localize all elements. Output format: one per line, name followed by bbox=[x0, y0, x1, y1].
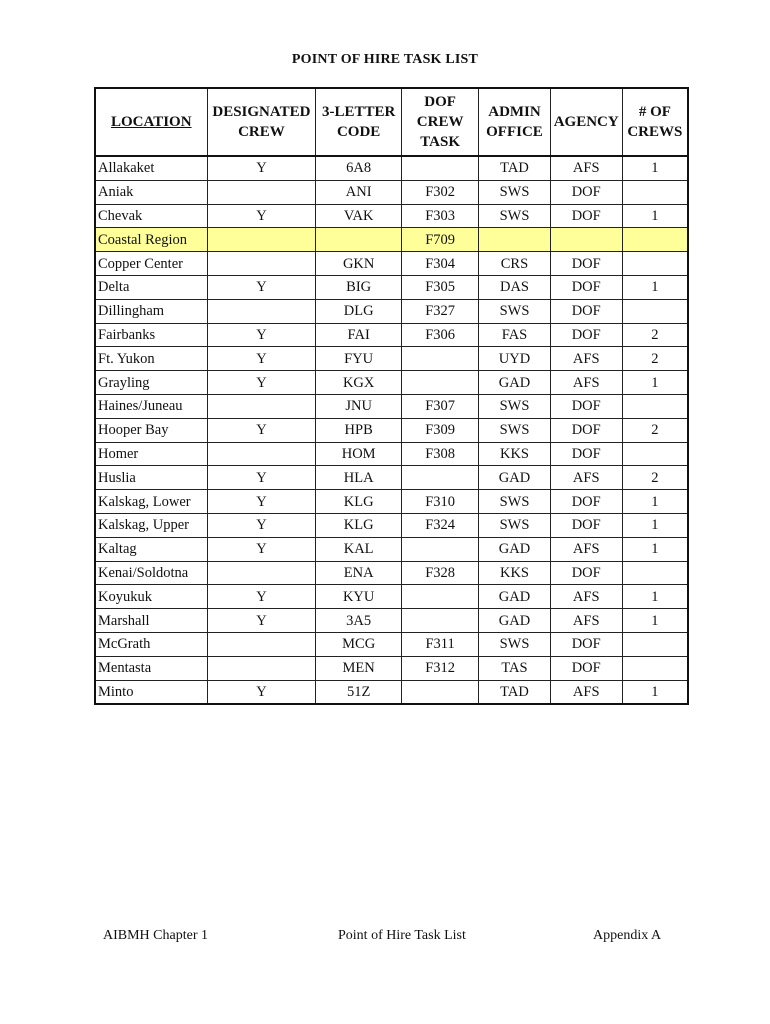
table-row bbox=[95, 490, 688, 514]
letter-code-cell: HPB bbox=[316, 418, 402, 442]
designated-crew-cell: Y bbox=[207, 323, 316, 347]
designated-crew-cell: Y bbox=[207, 585, 316, 609]
dof-crew-task-cell bbox=[402, 537, 479, 561]
location-cell: Mentasta bbox=[95, 656, 207, 680]
designated-crew-cell bbox=[207, 394, 316, 418]
table-row bbox=[95, 323, 688, 347]
dof-crew-task-cell bbox=[402, 156, 479, 180]
table-row bbox=[95, 561, 688, 585]
location-cell: Homer bbox=[95, 442, 207, 466]
dof-crew-task-cell: F306 bbox=[402, 323, 479, 347]
table-row bbox=[95, 537, 688, 561]
designated-crew-cell: Y bbox=[207, 156, 316, 180]
location-cell: Marshall bbox=[95, 609, 207, 633]
num-crews-cell: 1 bbox=[622, 275, 688, 299]
letter-code-cell: KGX bbox=[316, 371, 402, 395]
letter-code-cell: MCG bbox=[316, 632, 402, 656]
location-cell: Aniak bbox=[95, 180, 207, 204]
num-crews-cell bbox=[622, 632, 688, 656]
letter-code-cell: VAK bbox=[316, 204, 402, 228]
letter-code-cell: KAL bbox=[316, 537, 402, 561]
letter-code-cell: FYU bbox=[316, 347, 402, 371]
num-crews-cell bbox=[622, 442, 688, 466]
table-header-row bbox=[95, 88, 688, 156]
dof-crew-task-cell: F311 bbox=[402, 632, 479, 656]
location-cell: Delta bbox=[95, 275, 207, 299]
agency-cell: DOF bbox=[550, 418, 622, 442]
num-crews-cell bbox=[622, 299, 688, 323]
designated-crew-cell bbox=[207, 252, 316, 276]
table-row bbox=[95, 180, 688, 204]
agency-cell: DOF bbox=[550, 275, 622, 299]
num-crews-cell bbox=[622, 656, 688, 680]
table-row bbox=[95, 585, 688, 609]
designated-crew-cell: Y bbox=[207, 466, 316, 490]
dof-crew-task-cell bbox=[402, 371, 479, 395]
admin-office-cell: SWS bbox=[479, 299, 550, 323]
footer-document-title: Point of Hire Task List bbox=[338, 928, 466, 943]
table-row bbox=[95, 371, 688, 395]
num-crews-cell: 2 bbox=[622, 347, 688, 371]
location-cell: Fairbanks bbox=[95, 323, 207, 347]
designated-crew-cell bbox=[207, 180, 316, 204]
location-cell: Kalskag, Lower bbox=[95, 490, 207, 514]
agency-cell: AFS bbox=[550, 347, 622, 371]
footer-chapter: AIBMH Chapter 1 bbox=[103, 928, 208, 943]
letter-code-cell: 51Z bbox=[316, 680, 402, 704]
admin-office-cell: SWS bbox=[479, 394, 550, 418]
location-cell: Huslia bbox=[95, 466, 207, 490]
table-row bbox=[95, 609, 688, 633]
table-row bbox=[95, 418, 688, 442]
table-row bbox=[95, 252, 688, 276]
dof-crew-task-cell bbox=[402, 609, 479, 633]
num-crews-cell: 2 bbox=[622, 466, 688, 490]
num-crews-cell bbox=[622, 252, 688, 276]
dof-crew-task-cell bbox=[402, 347, 479, 371]
num-crews-cell bbox=[622, 394, 688, 418]
num-crews-column-header: # OF CREWS bbox=[622, 88, 688, 156]
table-row bbox=[95, 656, 688, 680]
admin-office-cell: SWS bbox=[479, 513, 550, 537]
admin-office-cell: SWS bbox=[479, 632, 550, 656]
dof-crew-task-cell: F324 bbox=[402, 513, 479, 537]
designated-crew-cell: Y bbox=[207, 204, 316, 228]
letter-code-cell: HOM bbox=[316, 442, 402, 466]
designated-crew-column-header: DESIGNATED CREW bbox=[207, 88, 316, 156]
location-cell: Haines/Juneau bbox=[95, 394, 207, 418]
table-row bbox=[95, 204, 688, 228]
agency-cell: AFS bbox=[550, 609, 622, 633]
letter-code-cell bbox=[316, 228, 402, 252]
table-body bbox=[95, 156, 688, 704]
admin-office-cell: KKS bbox=[479, 442, 550, 466]
admin-office-cell: SWS bbox=[479, 180, 550, 204]
admin-office-cell: UYD bbox=[479, 347, 550, 371]
agency-cell: DOF bbox=[550, 490, 622, 514]
location-cell: Grayling bbox=[95, 371, 207, 395]
admin-office-column-header: ADMIN OFFICE bbox=[479, 88, 550, 156]
dof-crew-task-cell: F327 bbox=[402, 299, 479, 323]
agency-cell: DOF bbox=[550, 204, 622, 228]
location-cell: Kalskag, Upper bbox=[95, 513, 207, 537]
table-row bbox=[95, 394, 688, 418]
designated-crew-cell: Y bbox=[207, 418, 316, 442]
agency-cell: AFS bbox=[550, 466, 622, 490]
location-cell: Allakaket bbox=[95, 156, 207, 180]
admin-office-cell: TAD bbox=[479, 680, 550, 704]
admin-office-cell: SWS bbox=[479, 490, 550, 514]
location-cell: Ft. Yukon bbox=[95, 347, 207, 371]
agency-cell: DOF bbox=[550, 561, 622, 585]
dof-crew-task-cell: F302 bbox=[402, 180, 479, 204]
table-row bbox=[95, 347, 688, 371]
designated-crew-cell bbox=[207, 442, 316, 466]
designated-crew-cell: Y bbox=[207, 275, 316, 299]
admin-office-cell: CRS bbox=[479, 252, 550, 276]
designated-crew-cell: Y bbox=[207, 347, 316, 371]
location-cell: Kenai/Soldotna bbox=[95, 561, 207, 585]
location-cell: Minto bbox=[95, 680, 207, 704]
agency-cell: DOF bbox=[550, 252, 622, 276]
agency-cell bbox=[550, 228, 622, 252]
location-cell: Chevak bbox=[95, 204, 207, 228]
dof-crew-task-cell: F310 bbox=[402, 490, 479, 514]
agency-cell: DOF bbox=[550, 299, 622, 323]
letter-code-cell: ENA bbox=[316, 561, 402, 585]
designated-crew-cell: Y bbox=[207, 490, 316, 514]
num-crews-cell: 2 bbox=[622, 323, 688, 347]
dof-crew-task-cell: F328 bbox=[402, 561, 479, 585]
footer-appendix: Appendix A bbox=[593, 928, 662, 943]
location-column-header: LOCATION bbox=[95, 88, 207, 156]
dof-crew-task-cell: F303 bbox=[402, 204, 479, 228]
location-cell: Koyukuk bbox=[95, 585, 207, 609]
dof-crew-task-cell bbox=[402, 680, 479, 704]
table-row bbox=[95, 632, 688, 656]
num-crews-cell: 2 bbox=[622, 418, 688, 442]
designated-crew-cell: Y bbox=[207, 371, 316, 395]
num-crews-cell: 1 bbox=[622, 490, 688, 514]
letter-code-cell: MEN bbox=[316, 656, 402, 680]
agency-cell: AFS bbox=[550, 371, 622, 395]
letter-code-cell: JNU bbox=[316, 394, 402, 418]
table-row bbox=[95, 156, 688, 180]
designated-crew-cell: Y bbox=[207, 609, 316, 633]
designated-crew-cell bbox=[207, 228, 316, 252]
num-crews-cell bbox=[622, 228, 688, 252]
location-cell: McGrath bbox=[95, 632, 207, 656]
dof-crew-task-cell: F709 bbox=[402, 228, 479, 252]
num-crews-cell: 1 bbox=[622, 680, 688, 704]
table-row bbox=[95, 275, 688, 299]
num-crews-cell: 1 bbox=[622, 609, 688, 633]
designated-crew-cell bbox=[207, 656, 316, 680]
designated-crew-cell: Y bbox=[207, 537, 316, 561]
letter-code-cell: HLA bbox=[316, 466, 402, 490]
agency-cell: AFS bbox=[550, 585, 622, 609]
letter-code-cell: KLG bbox=[316, 513, 402, 537]
num-crews-cell bbox=[622, 180, 688, 204]
num-crews-cell: 1 bbox=[622, 156, 688, 180]
admin-office-cell: FAS bbox=[479, 323, 550, 347]
agency-cell: DOF bbox=[550, 513, 622, 537]
dof-crew-task-cell: F305 bbox=[402, 275, 479, 299]
location-cell: Coastal Region bbox=[95, 228, 207, 252]
num-crews-cell bbox=[622, 561, 688, 585]
num-crews-cell: 1 bbox=[622, 585, 688, 609]
admin-office-cell: TAD bbox=[479, 156, 550, 180]
table-row bbox=[95, 513, 688, 537]
dof-crew-task-cell: F307 bbox=[402, 394, 479, 418]
admin-office-cell: TAS bbox=[479, 656, 550, 680]
point-of-hire-table bbox=[94, 87, 689, 705]
designated-crew-cell: Y bbox=[207, 513, 316, 537]
letter-code-cell: 3A5 bbox=[316, 609, 402, 633]
num-crews-cell: 1 bbox=[622, 537, 688, 561]
admin-office-cell: GAD bbox=[479, 466, 550, 490]
agency-cell: DOF bbox=[550, 323, 622, 347]
agency-cell: AFS bbox=[550, 537, 622, 561]
admin-office-cell: SWS bbox=[479, 204, 550, 228]
admin-office-cell: DAS bbox=[479, 275, 550, 299]
admin-office-cell: GAD bbox=[479, 537, 550, 561]
admin-office-cell: GAD bbox=[479, 585, 550, 609]
num-crews-cell: 1 bbox=[622, 513, 688, 537]
letter-code-cell: 6A8 bbox=[316, 156, 402, 180]
table-row bbox=[95, 228, 688, 252]
table-row bbox=[95, 680, 688, 704]
location-cell: Hooper Bay bbox=[95, 418, 207, 442]
designated-crew-cell bbox=[207, 632, 316, 656]
letter-code-cell: KLG bbox=[316, 490, 402, 514]
designated-crew-cell bbox=[207, 561, 316, 585]
num-crews-cell: 1 bbox=[622, 371, 688, 395]
agency-cell: DOF bbox=[550, 442, 622, 466]
dof-crew-task-cell: F309 bbox=[402, 418, 479, 442]
dof-crew-task-cell: F304 bbox=[402, 252, 479, 276]
dof-crew-task-cell: F308 bbox=[402, 442, 479, 466]
dof-crew-task-cell bbox=[402, 585, 479, 609]
agency-column-header: AGENCY bbox=[550, 88, 622, 156]
agency-cell: DOF bbox=[550, 632, 622, 656]
num-crews-cell: 1 bbox=[622, 204, 688, 228]
location-cell: Copper Center bbox=[95, 252, 207, 276]
letter-code-cell: DLG bbox=[316, 299, 402, 323]
admin-office-cell: KKS bbox=[479, 561, 550, 585]
dof-crew-task-cell: F312 bbox=[402, 656, 479, 680]
admin-office-cell: SWS bbox=[479, 418, 550, 442]
letter-code-cell: GKN bbox=[316, 252, 402, 276]
admin-office-cell: GAD bbox=[479, 609, 550, 633]
table-row bbox=[95, 466, 688, 490]
agency-cell: DOF bbox=[550, 394, 622, 418]
agency-cell: DOF bbox=[550, 656, 622, 680]
dof-crew-task-cell bbox=[402, 466, 479, 490]
page-title: POINT OF HIRE TASK LIST bbox=[291, 52, 479, 67]
letter-code-cell: KYU bbox=[316, 585, 402, 609]
agency-cell: DOF bbox=[550, 180, 622, 204]
location-cell: Kaltag bbox=[95, 537, 207, 561]
letter-code-cell: FAI bbox=[316, 323, 402, 347]
dof-crew-task-column-header: DOF CREW TASK bbox=[402, 88, 479, 156]
letter-code-cell: BIG bbox=[316, 275, 402, 299]
letter-code-cell: ANI bbox=[316, 180, 402, 204]
agency-cell: AFS bbox=[550, 680, 622, 704]
designated-crew-cell bbox=[207, 299, 316, 323]
agency-cell: AFS bbox=[550, 156, 622, 180]
admin-office-cell bbox=[479, 228, 550, 252]
location-cell: Dillingham bbox=[95, 299, 207, 323]
table-row bbox=[95, 299, 688, 323]
table-row bbox=[95, 442, 688, 466]
letter-code-column-header: 3-LETTER CODE bbox=[316, 88, 402, 156]
admin-office-cell: GAD bbox=[479, 371, 550, 395]
designated-crew-cell: Y bbox=[207, 680, 316, 704]
